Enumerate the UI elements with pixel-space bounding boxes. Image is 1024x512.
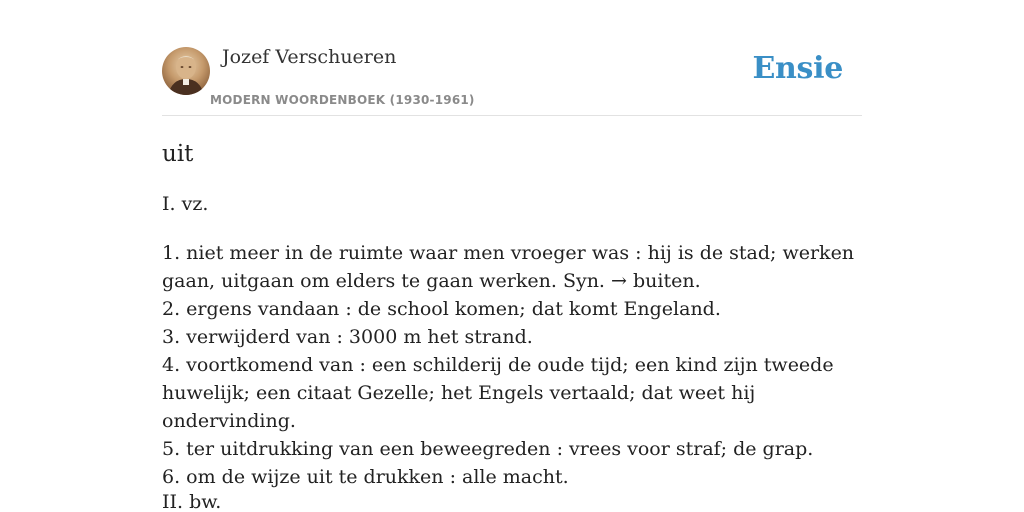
definition-item: 5. ter uitdrukking van een beweegreden : vrees voor straf; de grap.: [162, 438, 814, 460]
definition-item: 6. om de wijze uit te drukken : alle macht.: [162, 466, 569, 488]
definition-item: 1. niet meer in de ruimte waar men vroeger was : hij is de stad; werken gaan, uitgaan om elders te gaan werken. Syn. → buiten.: [162, 242, 855, 292]
author-avatar[interactable]: [162, 47, 210, 95]
definition-item: 4. voortkomend van : een schilderij de oude tijd; een kind zijn tweede huwelijk; een citaat Gezelle; het Engels vertaald; dat weet hij ondervinding.: [162, 354, 834, 432]
author-name[interactable]: Jozef Verschueren: [222, 46, 397, 68]
definition-list: [162, 239, 862, 491]
entry-header: [162, 0, 862, 116]
source-label[interactable]: MODERN WOORDENBOEK (1930-1961): [210, 93, 475, 107]
section-label-adverb: II. bw.: [162, 491, 222, 512]
brand-logo[interactable]: Ensie: [752, 51, 843, 86]
section-label-preposition: I. vz.: [162, 193, 209, 215]
definition-item: 2. ergens vandaan : de school komen; dat komt Engeland.: [162, 298, 721, 320]
definition-item: 3. verwijderd van : 3000 m het strand.: [162, 326, 533, 348]
entry-card: [162, 0, 862, 512]
entry-title: uit: [162, 141, 194, 167]
author-portrait-icon: [162, 47, 210, 95]
